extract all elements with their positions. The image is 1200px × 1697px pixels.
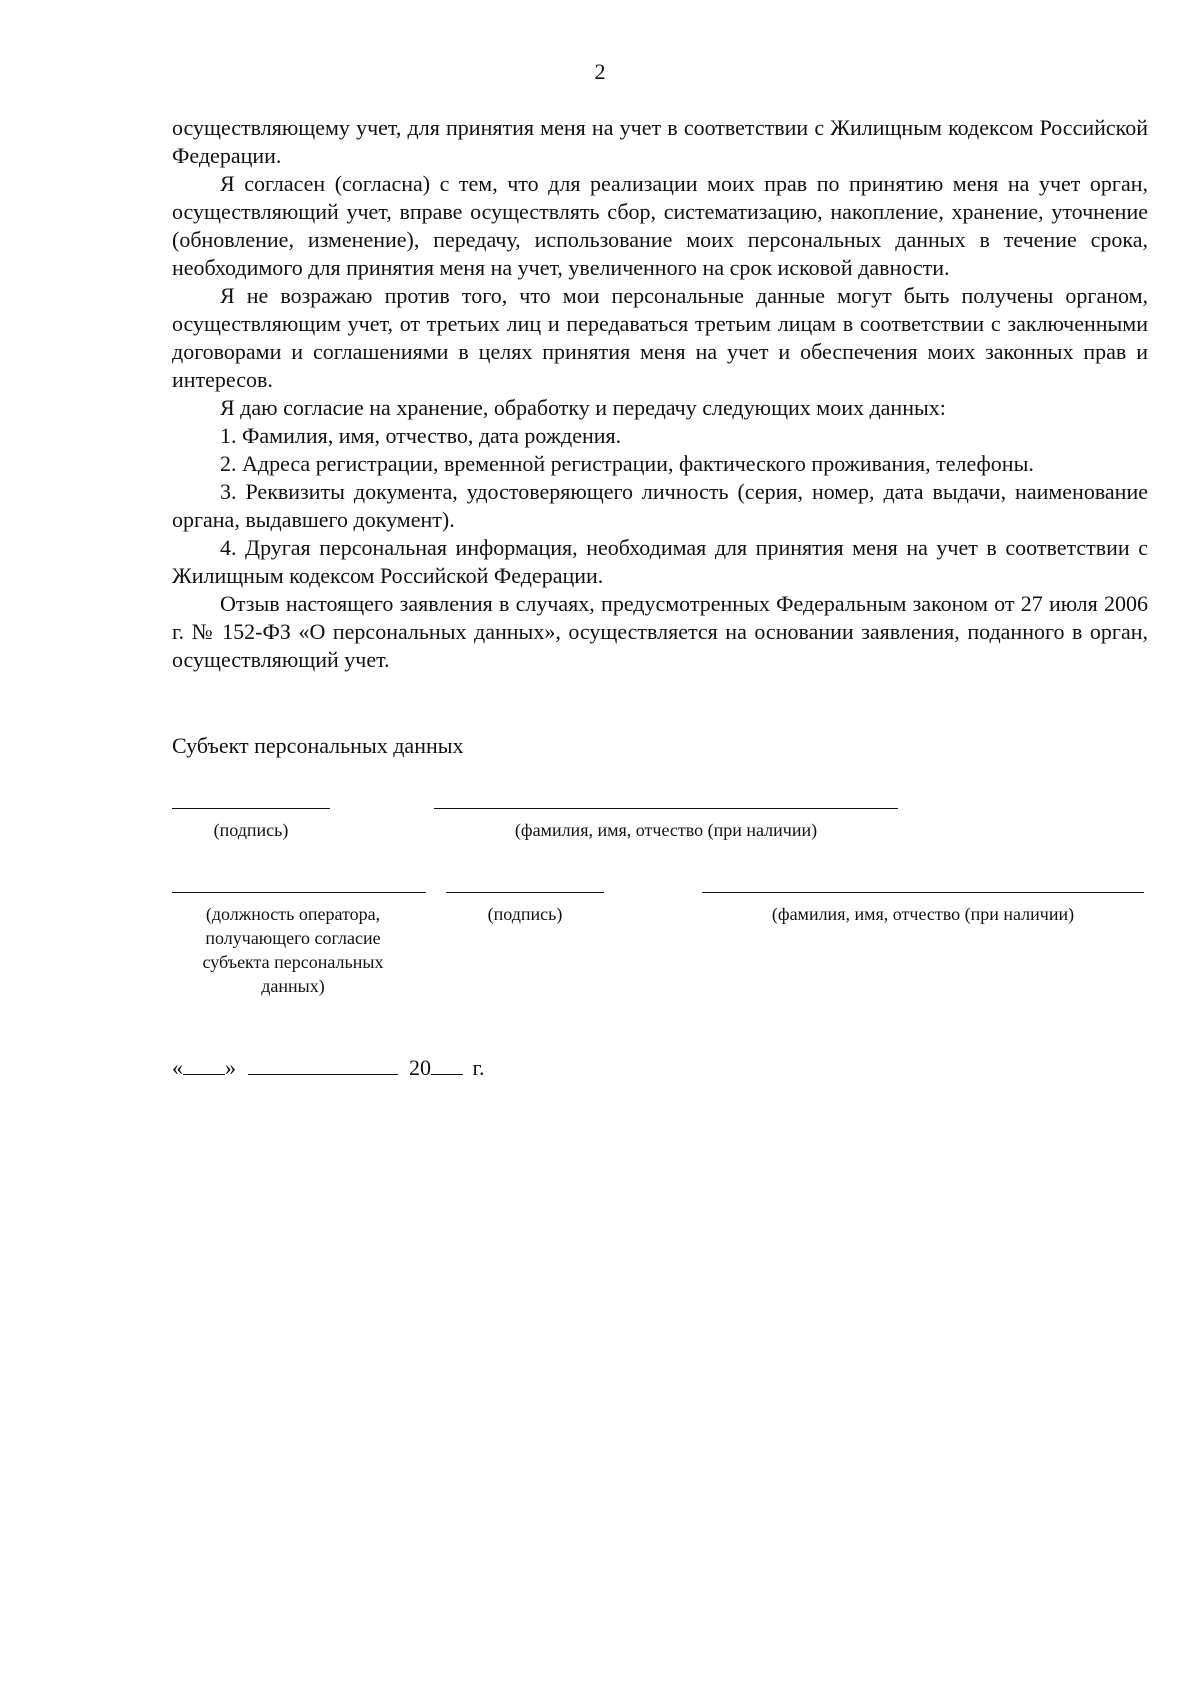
operator-name-line[interactable] [702, 892, 1144, 893]
paragraph-consent-list-intro: Я даю согласие на хранение, обработку и передачу следующих моих данных: [220, 395, 946, 420]
list-item-name: 1. Фамилия, имя, отчество, дата рождения. [220, 423, 622, 448]
list-item-other-info: 4. Другая персональная информация, необходимая для принятия меня на учет в соответствии с Жилищным кодексом Российской Федерации. [172, 535, 1148, 588]
date-open-quote: « [172, 1055, 183, 1080]
operator-signature-caption: (подпись) [487, 904, 563, 924]
year-blank[interactable] [431, 1054, 463, 1075]
paragraph-revocation: Отзыв настоящего заявления в случаях, предусмотренных Федеральным законом от 27 июля 2006 г. № 152-ФЗ «О персональных данных», осуществляется на основании заявления, поданного в орган, осуществляющий учет. [172, 591, 1148, 672]
day-blank[interactable] [183, 1054, 225, 1075]
paragraph-third-parties: Я не возражаю против того, что мои персональные данные могут быть получены органом, осуществляющим учет, от третьих лиц и передаваться третьим лицам в соответствии с заключенными договорами и соглашениями в целях принятия меня на учет и обеспечения моих законных прав и интересов. [172, 283, 1148, 392]
subject-signature-line[interactable] [172, 808, 330, 809]
subject-name-caption: (фамилия, имя, отчество (при наличии) [514, 820, 818, 840]
subject-label: Субъект персональных данных [172, 733, 464, 758]
paragraph-continuation: осуществляющему учет, для принятия меня на учет в соответствии с Жилищным кодексом Российской Федерации. [172, 115, 1148, 168]
year-suffix: г. [472, 1055, 485, 1080]
operator-position-line[interactable] [172, 892, 426, 893]
operator-signature-line[interactable] [446, 892, 604, 893]
date-close-quote: » [225, 1055, 236, 1080]
document-body [172, 114, 1148, 674]
operator-position-caption: (должность оператора, получающего согласие субъекта персональных данных) [202, 904, 384, 996]
month-blank[interactable] [248, 1054, 398, 1075]
list-item-addresses: 2. Адреса регистрации, временной регистрации, фактического проживания, телефоны. [220, 451, 1034, 476]
page-number: 2 [594, 59, 606, 84]
list-item-id-document: 3. Реквизиты документа, удостоверяющего личность (серия, номер, дата выдачи, наименование органа, выдавшего документ). [172, 479, 1148, 532]
year-century: 20 [409, 1055, 431, 1080]
date-line [172, 1054, 485, 1082]
subject-name-line[interactable] [434, 808, 898, 809]
paragraph-consent-processing: Я согласен (согласна) с тем, что для реализации моих прав по принятию меня на учет орган, осуществляющий учет, вправе осуществлять сбор, систематизацию, накопление, хранение, уточнение (обновление, изменение), передачу, использование моих персональных данных в течение срока, необходимого для принятия меня на учет, увеличенного на срок исковой давности. [172, 171, 1148, 280]
subject-signature-caption: (подпись) [213, 820, 289, 840]
operator-name-caption: (фамилия, имя, отчество (при наличии) [771, 904, 1075, 924]
